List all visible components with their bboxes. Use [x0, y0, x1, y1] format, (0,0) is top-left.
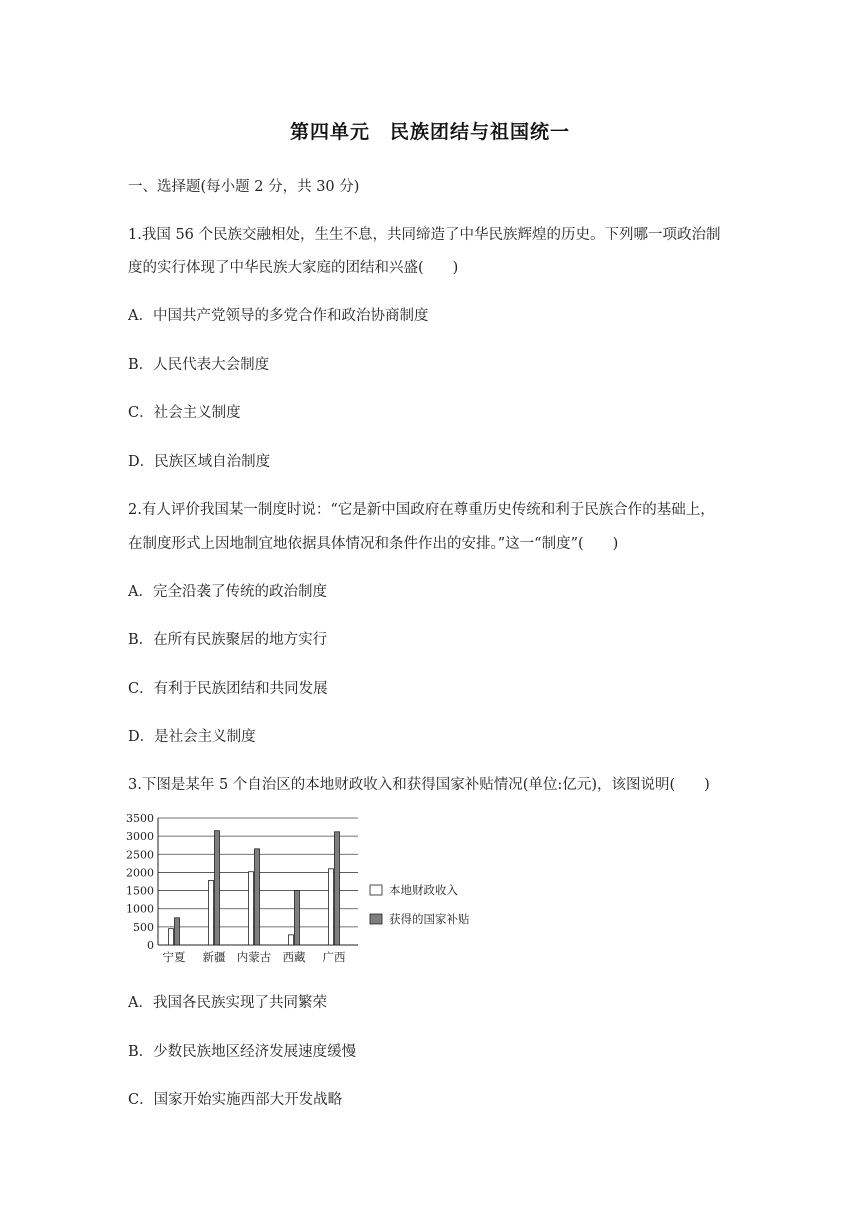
x-tick-label: 新疆: [202, 950, 226, 964]
question-2-option-b: B．在所有民族聚居的地方实行: [128, 632, 328, 648]
bar-state-subsidy: [335, 832, 340, 945]
bar-local-revenue: [289, 935, 294, 945]
y-tick-label: 3500: [126, 812, 154, 825]
bar-state-subsidy: [215, 831, 220, 945]
y-tick-label: 2500: [126, 848, 154, 862]
question-3-option-c: C．国家开始实施西部大开发战略: [128, 1092, 343, 1108]
legend-swatch: [370, 885, 382, 895]
legend-label: 本地财政收入: [389, 883, 458, 897]
x-tick-label: 广西: [322, 950, 346, 964]
x-tick-label: 西藏: [282, 950, 306, 964]
question-1-stem-line-1: 1.我国 56 个民族交融相处，生生不息，共同缔造了中华民族辉煌的历史。下列哪一项政治制: [128, 227, 721, 243]
bar-state-subsidy: [255, 849, 260, 945]
bar-local-revenue: [249, 872, 254, 945]
question-1-option-d: D．民族区域自治制度: [128, 454, 271, 470]
question-3-option-b: B．少数民族地区经济发展速度缓慢: [128, 1044, 357, 1060]
question-2-stem-line-1: 2.有人评价我国某一制度时说：“它是新中国政府在尊重历史传统和利于民族合作的基础上，: [128, 502, 715, 518]
question-2-stem-line-2: 在制度形式上因地制宜地依据具体情况和条件作出的安排。”这一“制度”( ): [128, 536, 619, 552]
bar-state-subsidy: [295, 891, 300, 945]
bar-local-revenue: [169, 929, 174, 945]
question-2-option-a: A．完全沿袭了传统的政治制度: [128, 584, 327, 600]
bar-chart: [118, 806, 498, 974]
bar-local-revenue: [209, 880, 214, 945]
question-1-stem-line-2: 度的实行体现了中华民族大家庭的团结和兴盛( ): [128, 260, 459, 276]
y-tick-label: 0: [147, 939, 154, 952]
y-tick-label: 2000: [126, 866, 154, 880]
question-2-option-d: D．是社会主义制度: [128, 729, 256, 745]
y-tick-label: 1000: [126, 902, 154, 916]
y-tick-label: 3000: [126, 830, 154, 844]
x-tick-label: 宁夏: [162, 950, 186, 964]
legend-swatch: [370, 914, 382, 924]
question-1-option-a: A．中国共产党领导的多党合作和政治协商制度: [128, 308, 429, 324]
question-3-stem-line-1: 3.下图是某年 5 个自治区的本地财政收入和获得国家补贴情况(单位:亿元)，该图说明( ): [128, 777, 710, 793]
x-tick-label: 内蒙古: [236, 950, 272, 964]
legend-label: 获得的国家补贴: [389, 912, 470, 926]
question-1-option-b: B．人民代表大会制度: [128, 357, 270, 373]
page-title: 第四单元 民族团结与祖国统一: [289, 121, 570, 143]
bar-state-subsidy: [175, 918, 180, 945]
question-1-option-c: C．社会主义制度: [128, 405, 241, 421]
question-2-option-c: C．有利于民族团结和共同发展: [128, 681, 328, 697]
y-tick-label: 1500: [126, 884, 154, 898]
question-3-option-a: A．我国各民族实现了共同繁荣: [128, 995, 327, 1011]
y-tick-label: 500: [133, 920, 154, 934]
bar-local-revenue: [329, 869, 334, 945]
section-heading: 一、选择题(每小题 2 分，共 30 分): [128, 179, 360, 195]
